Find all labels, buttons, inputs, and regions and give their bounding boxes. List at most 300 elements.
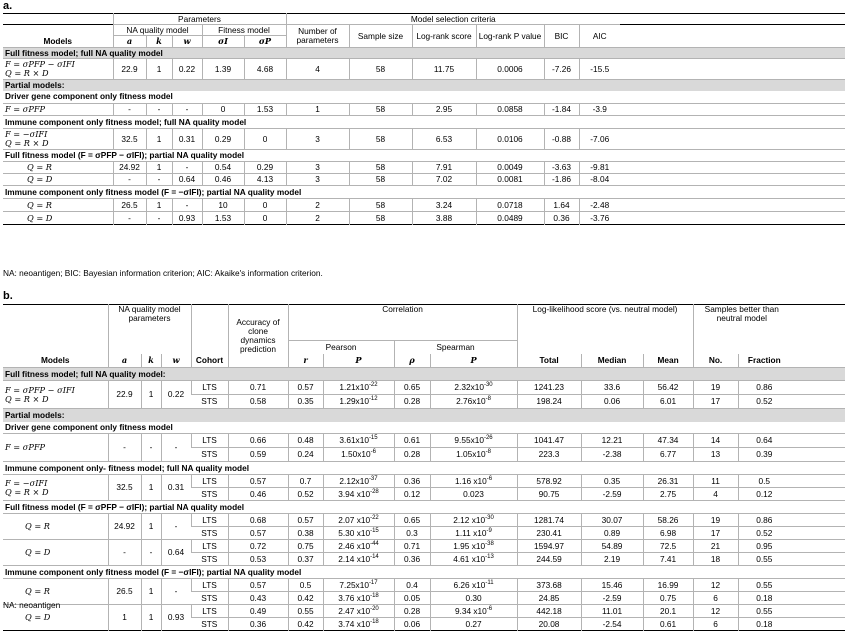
cell: 1594.97 [517, 540, 581, 553]
cell: - [161, 434, 191, 462]
cell: STS [191, 592, 228, 605]
na-quality-params-header: NA quality model parameters [108, 305, 191, 354]
cell: 0.42 [288, 618, 323, 631]
group-full: Full fitness model; full NA quality model [3, 48, 845, 59]
cell: -3.9 [579, 104, 620, 116]
cell: 0.18 [738, 592, 790, 605]
cell: LTS [191, 579, 228, 592]
exponent: -12 [368, 396, 378, 403]
cell: 0.61 [394, 434, 430, 448]
cell: 0 [202, 104, 244, 116]
cell: - [146, 174, 172, 186]
cell: 12 [693, 605, 738, 618]
exponent: -38 [485, 540, 494, 547]
cell: 0 [244, 199, 286, 212]
exponent: -15 [368, 435, 378, 442]
cell: 0.42 [288, 592, 323, 605]
cell: 0.93 [161, 605, 191, 631]
cell: 58.26 [643, 514, 693, 527]
cell: 1 [146, 129, 172, 150]
group-immune-partial: Immune component only fitness model (F = −σIFI); partial NA quality model [3, 186, 845, 199]
na-quality-header: NA quality model [113, 25, 202, 36]
cell: 32.5 [113, 129, 146, 150]
exponent: -14 [370, 553, 379, 560]
model-formula: F = σPFP [3, 104, 113, 116]
cell-text: 2.32x10 [454, 382, 484, 392]
group-partial: Partial models: [3, 80, 845, 91]
exponent: -11 [485, 579, 494, 586]
cell: 17 [693, 395, 738, 409]
cell-text: 2.47 x10 [338, 605, 371, 616]
exponent: -6 [486, 475, 493, 482]
cell-text: 9.55x10 [454, 435, 484, 445]
cell: 1 [141, 381, 161, 409]
cell [430, 488, 517, 501]
pearson-r-header: r [288, 354, 323, 368]
cell: 4 [693, 488, 738, 501]
cell: 0.39 [738, 448, 790, 462]
median-header: Median [581, 354, 643, 368]
cell: 6 [693, 592, 738, 605]
cell: 1.53 [202, 212, 244, 225]
cell: - [146, 212, 172, 225]
cell: - [161, 514, 191, 540]
table-row [3, 104, 845, 116]
cell-text: 1.21x10 [339, 382, 369, 392]
cell: 21 [693, 540, 738, 553]
cell: 1241.23 [517, 381, 581, 395]
exponent: -18 [370, 618, 379, 625]
no-header: No. [693, 354, 738, 368]
cell-text: 6.26 x10 [453, 579, 486, 590]
cell: 2.95 [412, 104, 476, 116]
cell: 0.38 [288, 527, 323, 540]
cell: 26.5 [113, 199, 146, 212]
model-formula: Q = R × D [5, 68, 49, 78]
cell: 0.31 [172, 129, 202, 150]
cell: 11 [693, 475, 738, 488]
cell: 0.36 [394, 553, 430, 566]
table-row [3, 475, 845, 488]
cell: 58 [349, 199, 412, 212]
cell: 0.55 [738, 553, 790, 566]
cell [323, 579, 394, 592]
cell [430, 448, 517, 462]
fitness-model-table [3, 304, 845, 631]
table-row [3, 129, 845, 150]
exponent: -13 [485, 553, 494, 560]
model-formula: F = σPFP [3, 434, 108, 462]
cell: 0.0858 [476, 104, 544, 116]
cell: 0.57 [288, 381, 323, 395]
cell: 47.34 [643, 434, 693, 448]
cell: 1 [146, 59, 172, 80]
table-row [3, 579, 845, 592]
cell: - [172, 104, 202, 116]
cell: 7.41 [643, 553, 693, 566]
model-formula: Q = R × D [5, 138, 49, 148]
spearman-p-header: P [430, 354, 517, 368]
table-row [3, 605, 845, 618]
cell: - [141, 540, 161, 566]
cell: 0 [244, 212, 286, 225]
correlation-header: Correlation [288, 305, 517, 341]
group-driver: Driver gene component only fitness model [5, 91, 173, 102]
cell: 19 [693, 514, 738, 527]
pearson-p-header: P [323, 354, 394, 368]
cell: 56.42 [643, 381, 693, 395]
cell: 0.12 [738, 488, 790, 501]
cell-text: 3.76 x10 [338, 592, 371, 603]
cell: 16.99 [643, 579, 693, 592]
cell: 4 [286, 59, 349, 80]
cell-text: 2.14 x10 [338, 553, 371, 564]
cell: -2.38 [581, 448, 643, 462]
cell: - [172, 162, 202, 174]
cell-text: 2.07 x10 [338, 514, 371, 525]
cell [430, 475, 517, 488]
cell: 0.86 [738, 381, 790, 395]
cell: 0.06 [394, 618, 430, 631]
cell: 578.92 [517, 475, 581, 488]
cell: -0.88 [544, 129, 579, 150]
cell: - [113, 104, 146, 116]
cell: 0.53 [228, 553, 288, 566]
cell [323, 592, 394, 605]
cell: 17 [693, 527, 738, 540]
group-full-partial: Full fitness model (F = σPFP − σIFI); partial NA quality model [3, 150, 845, 162]
cell: 0.46 [202, 174, 244, 186]
fraction-header: Fraction [738, 354, 790, 368]
exponent: -6 [370, 449, 376, 456]
cell-text: 3.94 x10 [338, 488, 371, 499]
cell: 0.31 [161, 475, 191, 501]
cell: 24.85 [517, 592, 581, 605]
cell: LTS [191, 475, 228, 488]
cell: 6.98 [643, 527, 693, 540]
cell: 1 [141, 605, 161, 631]
cell: 0.57 [228, 527, 288, 540]
cell: 0.66 [228, 434, 288, 448]
cell [323, 514, 394, 527]
cell: 26.5 [108, 579, 141, 605]
cell [430, 540, 517, 553]
cell: 4.68 [244, 59, 286, 80]
models-header: Models [40, 354, 70, 365]
table-row [3, 514, 845, 527]
group-driver: Driver gene component only fitness model [5, 421, 173, 432]
model-formula: F = −σIFI [5, 477, 48, 488]
cell: 3 [286, 174, 349, 186]
cell: - [141, 434, 161, 462]
exponent: -8 [485, 449, 491, 456]
group-partial: Partial models: [3, 409, 845, 422]
cell: 33.6 [581, 381, 643, 395]
cell: 15.46 [581, 579, 643, 592]
mean-header: Mean [643, 354, 693, 368]
cell: LTS [191, 381, 228, 395]
cell: 58 [349, 104, 412, 116]
cell: 58 [349, 212, 412, 225]
cell: LTS [191, 514, 228, 527]
cell: 0.52 [288, 488, 323, 501]
sample-size-header: Sample size [349, 25, 412, 48]
cell: 4.13 [244, 174, 286, 186]
cell: -1.84 [544, 104, 579, 116]
cell: 0.59 [228, 448, 288, 462]
cell: -15.5 [579, 59, 620, 80]
table-row [3, 59, 845, 80]
group-immune-full: Immune component only fitness model; full NA quality model [3, 116, 845, 129]
cell: 0.65 [394, 381, 430, 395]
model-formula: Q = R [3, 162, 113, 174]
cell: 0.12 [394, 488, 430, 501]
model-formula: Q = R [3, 514, 108, 540]
cell: 0.61 [643, 618, 693, 631]
model-formula: Q = R [3, 199, 113, 212]
cell: 1 [146, 162, 172, 174]
cell: 24.92 [113, 162, 146, 174]
cell: 0.54 [202, 162, 244, 174]
model-formula: F = −σIFI [5, 129, 48, 139]
cell: 0.0006 [476, 59, 544, 80]
cell: 1 [108, 605, 141, 631]
exponent: -9 [486, 527, 492, 534]
cell: LTS [191, 605, 228, 618]
cell-text: 4.61 x10 [453, 553, 486, 564]
cell: 7.91 [412, 162, 476, 174]
param-k-header: k [146, 36, 172, 48]
logrank-header: Log-rank score [412, 25, 476, 48]
model-formula: Q = D [3, 212, 113, 225]
cell: 0.36 [228, 618, 288, 631]
exponent: -20 [370, 605, 379, 612]
spearman-header: Spearman [394, 341, 517, 354]
cell: -8.04 [579, 174, 620, 186]
cell: 90.75 [517, 488, 581, 501]
cell-text: 7.25x10 [339, 579, 369, 590]
cell: 14 [693, 434, 738, 448]
cell: 0.18 [738, 618, 790, 631]
cell-text: 1.29x10 [339, 396, 369, 406]
cell: 6 [693, 618, 738, 631]
panel-b-label: b. [3, 290, 13, 302]
cell: -2.48 [579, 199, 620, 212]
cell: 0.55 [738, 579, 790, 592]
table-row [3, 540, 845, 553]
cell [430, 579, 517, 592]
cell: 22.9 [113, 59, 146, 80]
cell: 1 [141, 475, 161, 501]
cell: 0.24 [288, 448, 323, 462]
cell: 442.18 [517, 605, 581, 618]
cell-text: 0.023 [463, 488, 484, 499]
group-immune-partial: Immune component only fitness model (F = −σIFI); partial NA quality model [3, 566, 845, 579]
param-a-header: a [108, 354, 141, 368]
cell: STS [191, 527, 228, 540]
cell: 0.28 [394, 395, 430, 409]
cell: 198.24 [517, 395, 581, 409]
model-formula: Q = R × D [5, 486, 49, 497]
cell: 0.29 [244, 162, 286, 174]
cell: STS [191, 553, 228, 566]
cell: 0.0718 [476, 199, 544, 212]
cell: 0.46 [228, 488, 288, 501]
cell: 0.65 [394, 514, 430, 527]
exponent: -17 [368, 579, 378, 586]
cell: 6.77 [643, 448, 693, 462]
cell: 1 [141, 579, 161, 605]
param-w-header: w [172, 36, 202, 48]
cell: 0.28 [394, 448, 430, 462]
cell [323, 618, 394, 631]
cell [430, 434, 517, 448]
table-row [3, 174, 845, 186]
cell: 0.37 [288, 553, 323, 566]
cell: LTS [191, 434, 228, 448]
cell [430, 553, 517, 566]
loglik-header: Log-likelihood score (vs. neutral model) [517, 305, 693, 354]
cell: 1.64 [544, 199, 579, 212]
cell: 58 [349, 59, 412, 80]
model-formula: Q = R [3, 579, 108, 605]
cell: 30.07 [581, 514, 643, 527]
cell: 0.64 [172, 174, 202, 186]
cell: 0.75 [643, 592, 693, 605]
table-row [3, 162, 845, 174]
cell: 1 [146, 199, 172, 212]
selection-header: Model selection criteria [286, 14, 620, 25]
cell: 7.02 [412, 174, 476, 186]
table-row [3, 212, 845, 225]
cell: 1.39 [202, 59, 244, 80]
cell [323, 488, 394, 501]
cell: 72.5 [643, 540, 693, 553]
param-a-header: a [113, 36, 146, 48]
cell: 1041.47 [517, 434, 581, 448]
cell: 0.0106 [476, 129, 544, 150]
cell: 0.75 [288, 540, 323, 553]
cell: 58 [349, 174, 412, 186]
fitness-header: Fitness model [202, 25, 286, 36]
cell: 0.35 [288, 395, 323, 409]
cell: 0.52 [738, 527, 790, 540]
cell: 3.24 [412, 199, 476, 212]
param-w-header: w [161, 354, 191, 368]
aic-header: AIC [579, 25, 620, 48]
cell: -2.59 [581, 592, 643, 605]
cell: 0.5 [738, 475, 790, 488]
cell: 20.08 [517, 618, 581, 631]
cell: - [161, 579, 191, 605]
cell: 0.49 [228, 605, 288, 618]
cell: 0.3 [394, 527, 430, 540]
cell: 0.86 [738, 514, 790, 527]
cell-text: 2.12 x10 [453, 514, 486, 525]
cell: 0 [244, 129, 286, 150]
cell: 1 [141, 514, 161, 540]
cell: -1.86 [544, 174, 579, 186]
cell: 32.5 [108, 475, 141, 501]
cell: -3.76 [579, 212, 620, 225]
cell [430, 395, 517, 409]
exponent: -8 [485, 396, 491, 403]
exponent: -26 [483, 435, 493, 442]
cell [430, 618, 517, 631]
cell: - [172, 199, 202, 212]
cell: 18 [693, 553, 738, 566]
exponent: -18 [370, 592, 379, 599]
cell: 24.92 [108, 514, 141, 540]
exponent: -37 [368, 475, 378, 482]
cell: 0.71 [228, 381, 288, 395]
cell [430, 527, 517, 540]
cell [430, 605, 517, 618]
cell: 0.57 [228, 579, 288, 592]
cell: 0.05 [394, 592, 430, 605]
cell-text: 3.61x10 [339, 435, 369, 445]
cell: 0.64 [738, 434, 790, 448]
cell: 11.01 [581, 605, 643, 618]
exponent: -30 [483, 382, 493, 389]
cell-text: 1.05x10 [456, 449, 486, 459]
cell [430, 592, 517, 605]
cell-text: 2.76x10 [456, 396, 486, 406]
cell-text: 1.11 x10 [455, 527, 487, 538]
cell: 12 [693, 579, 738, 592]
model-formula: Q = D [3, 605, 108, 631]
pearson-header: Pearson [288, 341, 394, 354]
exponent: -6 [486, 605, 493, 612]
cell: 20.1 [643, 605, 693, 618]
cell: 0.57 [228, 475, 288, 488]
cell: 0.52 [738, 395, 790, 409]
cell: 58 [349, 129, 412, 150]
cell [430, 381, 517, 395]
cell-text: 0.27 [465, 618, 482, 629]
cell: - [146, 104, 172, 116]
cell [323, 434, 394, 448]
cell: 223.3 [517, 448, 581, 462]
cell: - [113, 212, 146, 225]
cell: 0.5 [288, 579, 323, 592]
panel-a-footnote: NA: neoantigen; BIC: Bayesian information criterion; AIC: Akaike's information criterion. [3, 268, 323, 278]
cell-text: 0.30 [465, 592, 482, 603]
cell: 2 [286, 199, 349, 212]
cell: 0.72 [228, 540, 288, 553]
cell: 0.71 [394, 540, 430, 553]
cell: 58 [349, 162, 412, 174]
cell: 26.31 [643, 475, 693, 488]
cell: 19 [693, 381, 738, 395]
cell: 3 [286, 162, 349, 174]
cell [323, 605, 394, 618]
panel-a-label: a. [3, 0, 13, 12]
model-formula: F = σPFP − σIFI [5, 384, 75, 395]
cell-text: 1.95 x10 [453, 540, 486, 551]
cell: 0.55 [288, 605, 323, 618]
cell: 6.53 [412, 129, 476, 150]
cell: 0.29 [202, 129, 244, 150]
cell: 0.58 [228, 395, 288, 409]
model-formula: F = σPFP − σIFI [5, 59, 75, 69]
exponent: -22 [370, 514, 379, 521]
param-sigma-i-header: σI [202, 36, 244, 48]
cell: 3 [286, 129, 349, 150]
better-header: Samples better than neutral model [693, 305, 790, 354]
table-row [3, 381, 845, 395]
cell: 11.75 [412, 59, 476, 80]
